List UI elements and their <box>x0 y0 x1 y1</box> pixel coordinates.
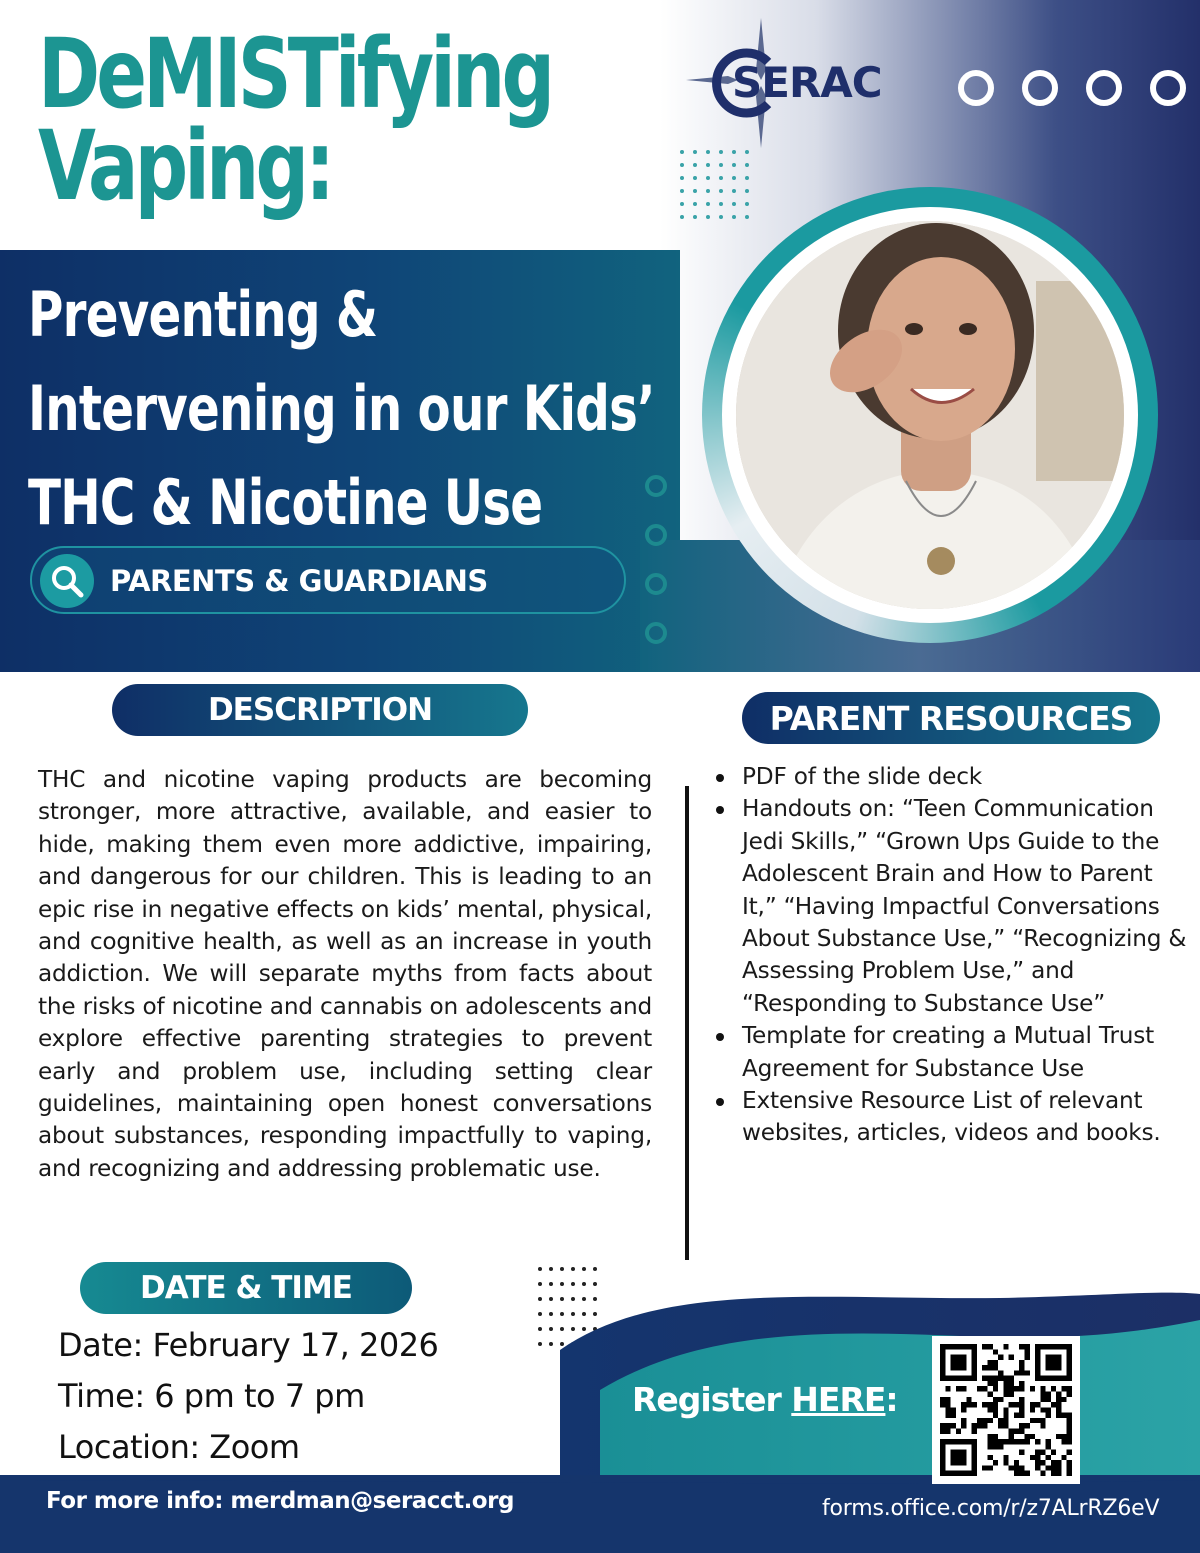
decor-dot <box>680 176 684 180</box>
search-icon <box>40 554 94 608</box>
subtitle-line-1: Preventing & <box>28 278 378 351</box>
decor-dot <box>693 189 697 193</box>
decor-dot <box>680 215 684 219</box>
decor-ring <box>645 475 667 497</box>
decor-dot <box>745 189 749 193</box>
decor-dot <box>593 1267 597 1271</box>
register-colon: : <box>885 1380 898 1419</box>
decor-dot <box>732 150 736 154</box>
resources-list <box>714 761 1190 1150</box>
registration-url[interactable]: forms.office.com/r/z7ALrRZ6eV <box>822 1496 1160 1521</box>
decor-ring <box>645 622 667 644</box>
title-line-2: Vaping: <box>38 110 332 222</box>
decor-dot <box>706 176 710 180</box>
event-location: Location: Zoom <box>58 1428 300 1466</box>
decor-circle <box>1150 70 1186 106</box>
decor-dot <box>693 163 697 167</box>
decor-dot <box>706 150 710 154</box>
decor-circle <box>1022 70 1058 106</box>
decor-dot <box>582 1267 586 1271</box>
decor-dot <box>706 163 710 167</box>
decor-dot <box>719 189 723 193</box>
logo-text: SERAC <box>732 58 882 107</box>
decor-dot <box>732 215 736 219</box>
decor-dot <box>719 163 723 167</box>
decor-dot <box>680 163 684 167</box>
decor-dot <box>745 202 749 206</box>
audience-badge <box>30 546 626 614</box>
decor-dot <box>693 215 697 219</box>
decor-dot <box>719 202 723 206</box>
decor-dot <box>745 176 749 180</box>
decor-dot <box>706 189 710 193</box>
decor-dot <box>732 163 736 167</box>
datetime-heading-label: DATE & TIME <box>140 1270 352 1306</box>
decor-dot <box>706 215 710 219</box>
title-line-1: DeMISTifying <box>38 18 552 130</box>
decor-dot <box>560 1267 564 1271</box>
audience-label: PARENTS & GUARDIANS <box>110 564 488 598</box>
decor-dot <box>719 215 723 219</box>
description-heading <box>112 684 528 736</box>
list-item: Template for creating a Mutual Trust Agreement for Substance Use <box>714 1020 1190 1085</box>
decor-dot <box>538 1282 542 1286</box>
qr-code-icon <box>940 1344 1072 1476</box>
decor-dot <box>560 1282 564 1286</box>
register-link[interactable]: HERE <box>791 1380 886 1419</box>
list-item: PDF of the slide deck <box>714 761 1190 793</box>
decor-dot <box>538 1267 542 1271</box>
decor-dot <box>745 215 749 219</box>
decor-dot <box>732 202 736 206</box>
decor-dot <box>732 189 736 193</box>
register-prompt <box>632 1380 898 1419</box>
decor-ring <box>645 573 667 595</box>
description-heading-label: DESCRIPTION <box>207 692 433 728</box>
decor-dot-grid <box>680 150 749 219</box>
qr-code[interactable] <box>932 1336 1080 1484</box>
list-item: Extensive Resource List of relevant websites, articles, videos and books. <box>714 1085 1190 1150</box>
decor-dot <box>680 189 684 193</box>
decor-dot <box>693 176 697 180</box>
decor-dot <box>680 150 684 154</box>
decor-ring <box>645 524 667 546</box>
decor-dot <box>745 150 749 154</box>
decor-dot <box>571 1282 575 1286</box>
register-label: Register <box>632 1380 792 1419</box>
contact-info: For more info: merdman@seracct.org <box>46 1488 514 1514</box>
decor-dot <box>549 1267 553 1271</box>
decor-dot <box>571 1267 575 1271</box>
decor-dot <box>593 1282 597 1286</box>
event-date: Date: February 17, 2026 <box>58 1326 439 1364</box>
decor-circle <box>1086 70 1122 106</box>
list-item: Handouts on: “Teen Communication Jedi Skills,” “Grown Ups Guide to the Adolescent Brain and How to Parent It,” “Having Impactful Conversations About Substance Use,” “Recognizing & Assessing Problem Use,” and “Responding to Substance Use” <box>714 793 1190 1020</box>
decor-dot <box>706 202 710 206</box>
decor-dot <box>719 176 723 180</box>
resources-heading <box>742 692 1160 744</box>
decor-circle <box>958 70 994 106</box>
decor-dot <box>732 176 736 180</box>
decor-dot <box>745 163 749 167</box>
column-divider <box>685 786 689 1260</box>
subtitle-line-3: THC & Nicotine Use <box>28 466 543 539</box>
decor-dot <box>680 202 684 206</box>
page-title <box>38 18 552 222</box>
serac-logo <box>686 18 926 148</box>
subtitle-line-2: Intervening in our Kids’ <box>28 372 655 445</box>
decor-dot <box>582 1282 586 1286</box>
page-subtitle <box>28 268 675 550</box>
decor-dot <box>693 150 697 154</box>
decor-dot <box>719 150 723 154</box>
decor-dot <box>693 202 697 206</box>
event-time: Time: 6 pm to 7 pm <box>58 1377 365 1415</box>
decor-dot <box>549 1282 553 1286</box>
description-text: THC and nicotine vaping products are becoming stronger, more attractive, available, and easier to hide, making them even more addictive, impairing, and dangerous for our children. This is leading to an epic rise in negative effects on kids’ mental, physical, and cognitive health, as well as an increase in youth addiction. We will separate myths from facts about the risks of nicotine and cannabis on adolescents and explore effective parenting strategies to prevent early and problem use, including setting clear guidelines, maintaining open honest conversations about substances, responding impactfully to vaping, and recognizing and addressing problematic use. <box>38 766 652 1182</box>
presenter-photo <box>736 221 1124 609</box>
resources-heading-label: PARENT RESOURCES <box>769 698 1133 738</box>
